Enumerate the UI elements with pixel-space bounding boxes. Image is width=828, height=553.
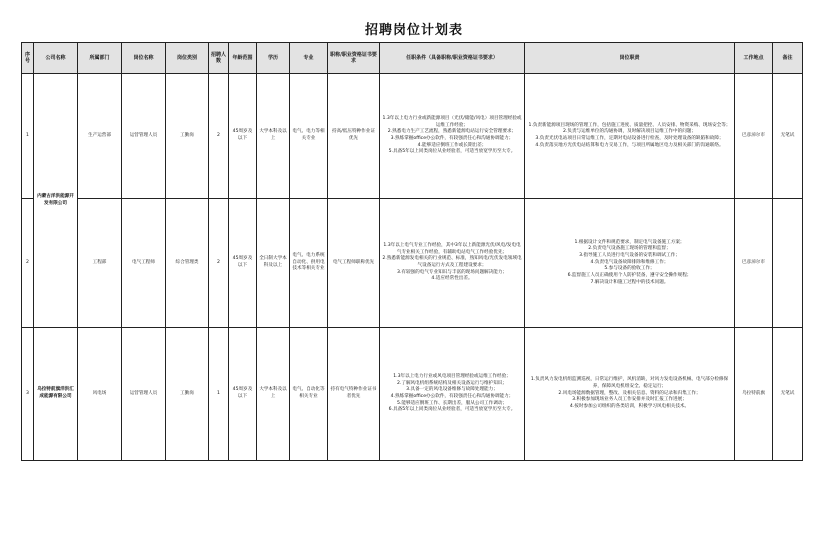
duty-line: 1.负责新能源项目现场的管理工作，包括施工进度、质量把控、人员安排、物资采购、现场安全等； — [528, 122, 731, 128]
cell-requirements — [380, 74, 525, 199]
requirement-line: 1.3年以上电力行业或新能源项目（光伏/储能/风电）项目管理经验或运维工作经验； — [382, 116, 522, 128]
cell-location: 乌拉特前旗 — [735, 328, 773, 461]
duty-line: 2.负责电气设备施工现场的管理和监督； — [588, 246, 671, 252]
requirement-line: 5.能够适应倒班工作、长期出差，服从公司工作调动； — [396, 400, 508, 406]
cell-cert: 持有电气特种作业证书者优先 — [328, 328, 380, 461]
duty-line: 1.负责风力发电机组监测巡视，日常运行维护，风机消缺，对风力发电设备机械、电气部分检修保养，保障风电机组安全、稳定运行； — [530, 377, 729, 390]
cell-position: 运营管理人员 — [122, 328, 166, 461]
table-row — [22, 74, 803, 199]
cell-count: 2 — [209, 74, 229, 199]
duty-line: 5.参与设备的验收工作； — [604, 266, 655, 272]
requirement-line: 2.熟悉电力生产工艺流程，熟悉新能源电站运行安全管理要求； — [387, 129, 517, 135]
requirement-line: 4.熟练掌握office办公软件，有较强责任心和沟通协调能力； — [390, 394, 514, 399]
table-row — [22, 328, 803, 461]
header-company: 公司名称 — [34, 43, 78, 74]
page-title: 招聘岗位计划表 — [364, 23, 463, 38]
cell-cert: 电气工程师职称优先 — [328, 199, 380, 328]
header-count: 招聘人数 — [209, 43, 229, 74]
cell-requirements — [380, 199, 525, 328]
cell-duties — [525, 328, 735, 461]
duty-line: 6.监督施工人员正确使用个人防护装备，遵守安全操作规程； — [567, 272, 692, 278]
cell-age: 45周岁及以下 — [229, 199, 257, 328]
cell-education: 全日制大学本科及以上 — [257, 199, 290, 328]
cell-department: 工程部 — [78, 199, 122, 328]
header-major: 专业 — [290, 43, 328, 74]
cell-count: 1 — [209, 328, 229, 461]
cell-major: 电气、电力等相关专业 — [290, 74, 328, 199]
requirement-line: 2.熟悉新能源发电相关的行业规范、标准，熟知风电/光伏发电领域电气设备运行方式及工程建设要求； — [382, 256, 522, 268]
cell-position: 电气工程师 — [122, 199, 166, 328]
cell-remark: 无笔试 — [773, 328, 803, 461]
requirement-line: 3.具备一定的风电设备维修与故障处理能力； — [406, 387, 498, 393]
header-remark: 备注 — [773, 43, 803, 74]
cell-location: 巴彦淖尔市 — [735, 74, 773, 199]
requirement-line: 2.了解风电机组系统结构及相关设备运行与维护知识； — [396, 380, 508, 386]
cell-location: 巴彦淖尔市 — [735, 199, 773, 328]
header-location: 工作地点 — [735, 43, 773, 74]
table-row — [22, 199, 803, 328]
requirement-line: 3.熟练掌握office办公软件，有较强责任心和沟通协调能力； — [390, 136, 514, 141]
cell-age: 45周岁及以下 — [229, 328, 257, 461]
duty-line: 4.负责落实地方光伏电站结算和电力交易工作，与项目所属地区电力及相关部门的沟通联络。 — [535, 142, 724, 148]
cell-category: 工勤岗 — [166, 74, 209, 199]
requirement-line: 1.3年以上电力行业或风电项目管理经验或运维工作经验； — [393, 374, 511, 380]
cell-cert: 持高/低压特种作业证优先 — [328, 74, 380, 199]
duty-line: 3.负责光伏电站项目日常运维工作，定期对电站设备进行检查，及时处理设备的缺陷和故障； — [535, 136, 724, 141]
duty-line: 3.积极参加现场业务人员工作安排并及时汇报工作进展； — [572, 397, 687, 403]
cell-education: 大学本科及以上 — [257, 74, 290, 199]
requirement-line: 3.有较强的电气专业知识与丰富的现场问题解决能力； — [396, 269, 508, 275]
requirement-line: 4.适应经常性出差。 — [431, 276, 473, 282]
requirement-line: 6.具备5年以上同类岗位从业经验者，可适当放宽学历至大专。 — [388, 407, 516, 413]
cell-position: 运营管理人员 — [122, 74, 166, 199]
cell-duties — [525, 199, 735, 328]
cell-company: 乌拉特前旗洋洪汇成能源有限公司 — [34, 328, 78, 461]
header-education: 学历 — [257, 43, 290, 74]
cell-requirements — [380, 328, 525, 461]
cell-no: 3 — [22, 328, 34, 461]
cell-major: 电气、自动化等相关专业 — [290, 328, 328, 461]
cell-major: 电气、电力系统自动化、供用电技术等相关专业 — [290, 199, 328, 328]
cell-age: 45周岁及以下 — [229, 74, 257, 199]
cell-remark: 无笔试 — [773, 74, 803, 199]
header-duties: 岗位职责 — [525, 43, 735, 74]
duty-line: 7.解决设计和施工过程中的技术问题。 — [590, 279, 669, 285]
cell-category: 工勤岗 — [166, 328, 209, 461]
duty-line: 4.按时参加公司组织的各类培训，积极学习风电相关技术。 — [569, 403, 690, 409]
header-cert: 职称/职业资格证书要求 — [328, 43, 380, 74]
requirement-line: 5.具备5年以上同类岗位从业经验者，可适当放宽学历至大专。 — [388, 149, 516, 155]
header-position: 岗位名称 — [122, 43, 166, 74]
cell-education: 大学本科及以上 — [257, 328, 290, 461]
header-age: 年龄范围 — [229, 43, 257, 74]
cell-company: 内蒙古洋洪能源开发有限公司 — [34, 74, 78, 328]
cell-remark — [773, 199, 803, 328]
recruitment-table — [21, 42, 803, 461]
cell-category: 综合管理类 — [166, 199, 209, 328]
cell-count: 2 — [209, 199, 229, 328]
requirement-line: 4.能够适应倒班工作或长期出差； — [417, 142, 487, 148]
cell-no: 1 — [22, 74, 34, 199]
duty-line: 2.负责与运维单位的沟通协调，及时解决项目运维工作中的问题； — [562, 129, 696, 135]
cell-duties — [525, 74, 735, 199]
duty-line: 1.根据设计文件和规范要求，制定电气设备施工方案； — [574, 239, 685, 245]
header-requirements: 任职条件（具备职称/职业资格证书要求） — [380, 43, 525, 74]
cell-no: 2 — [22, 199, 34, 328]
duty-line: 3.指导施工人员进行电气设备的安装和调试工作； — [579, 253, 680, 259]
requirement-line: 1.3年以上电气专业工作经验，其中3年以上新能源光伏/风电/发电电气专业相关工作经验，有辅助电站电气工作经验优先； — [383, 243, 521, 255]
cell-department: 生产运营部 — [78, 74, 122, 199]
header-category: 岗位类别 — [166, 43, 209, 74]
header-no: 序号 — [22, 43, 34, 74]
cell-department: 风电场 — [78, 328, 122, 461]
duty-line: 4.负责电气设备故障排除和维修工作； — [590, 259, 669, 265]
header-row — [22, 43, 803, 74]
duty-line: 2.风电场能源数据管理，整改、及相关信息、资料的记录和归集工作； — [558, 390, 701, 396]
header-department: 所属部门 — [78, 43, 122, 74]
